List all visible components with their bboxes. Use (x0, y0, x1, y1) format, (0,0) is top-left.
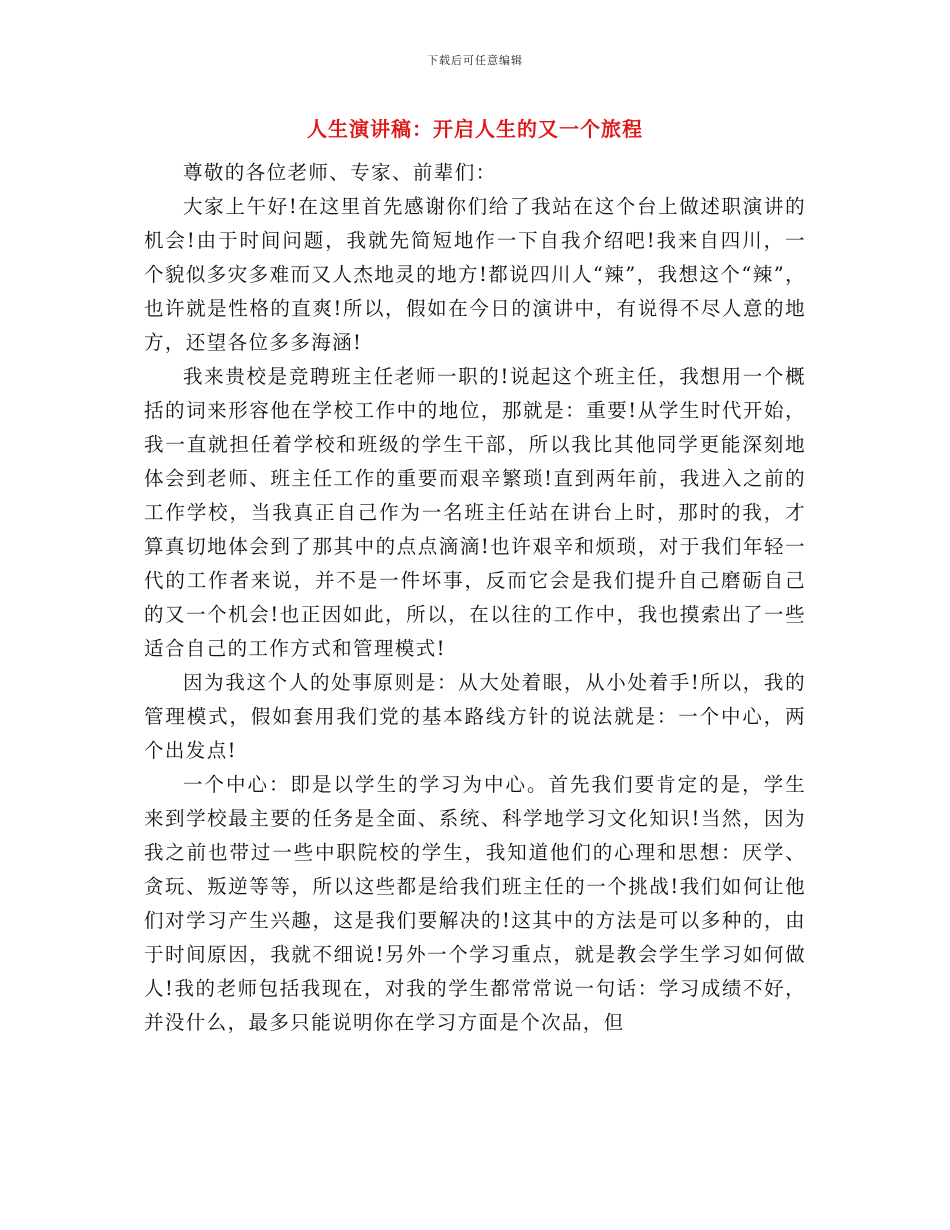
body-paragraph: 我来贵校是竞聘班主任老师一职的!说起这个班主任，我想用一个概括的词来形容他在学校工作中的地位，那就是：重要!从学生时代开始，我一直就担任着学校和班级的学生干部，所以我比其他同学更能深刻地体会到老师、班主任工作的重要而艰辛繁琐!直到两年前，我进入之前的工作学校，当我真正自己作为一名班主任站在讲台上时，那时的我，才算真切地体会到了那其中的点点滴滴!也许艰辛和烦琐，对于我们年轻一代的工作者来说，并不是一件坏事，反而它会是我们提升自己磨砺自己的又一个机会!也正因如此，所以，在以往的工作中，我也摸索出了一些适合自己的工作方式和管理模式! (144, 365, 806, 660)
salutation-paragraph: 尊敬的各位老师、专家、前辈们： (183, 161, 497, 184)
body-paragraph: 大家上午好!在这里首先感谢你们给了我站在这个台上做述职演讲的机会!由于时间问题，我就先简短地作一下自我介绍吧!我来自四川，一个貌似多灾多难而又人杰地灵的地方!都说四川人“辣”，我想这个“辣”，也许就是性格的直爽!所以，假如在今日的演讲中，有说得不尽人意的地方，还望各位多多海涵! (144, 195, 806, 354)
document-title: 人生演讲稿：开启人生的又一个旅程 (307, 117, 643, 141)
body-paragraph: 因为我这个人的处事原则是：从大处着眼，从小处着手!所以，我的管理模式，假如套用我们党的基本路线方针的说法就是：一个中心，两个出发点! (144, 671, 806, 762)
page-header-note: 下载后可任意编辑 (427, 54, 523, 67)
document-body (144, 156, 806, 1040)
body-paragraph: 一个中心：即是以学生的学习为中心。首先我们要肯定的是，学生来到学校最主要的任务是全面、系统、科学地学习文化知识!当然，因为我之前也带过一些中职院校的学生，我知道他们的心理和思想：厌学、贪玩、叛逆等等，所以这些都是给我们班主任的一个挑战!我们如何让他们对学习产生兴趣，这是我们要解决的!这其中的方法是可以多种的，由于时间原因，我就不细说!另外一个学习重点，就是教会学生学习如何做人!我的老师包括我现在，对我的学生都常常说一句话：学习成绩不好，并没什么，最多只能说明你在学习方面是个次品，但 (144, 773, 806, 1034)
